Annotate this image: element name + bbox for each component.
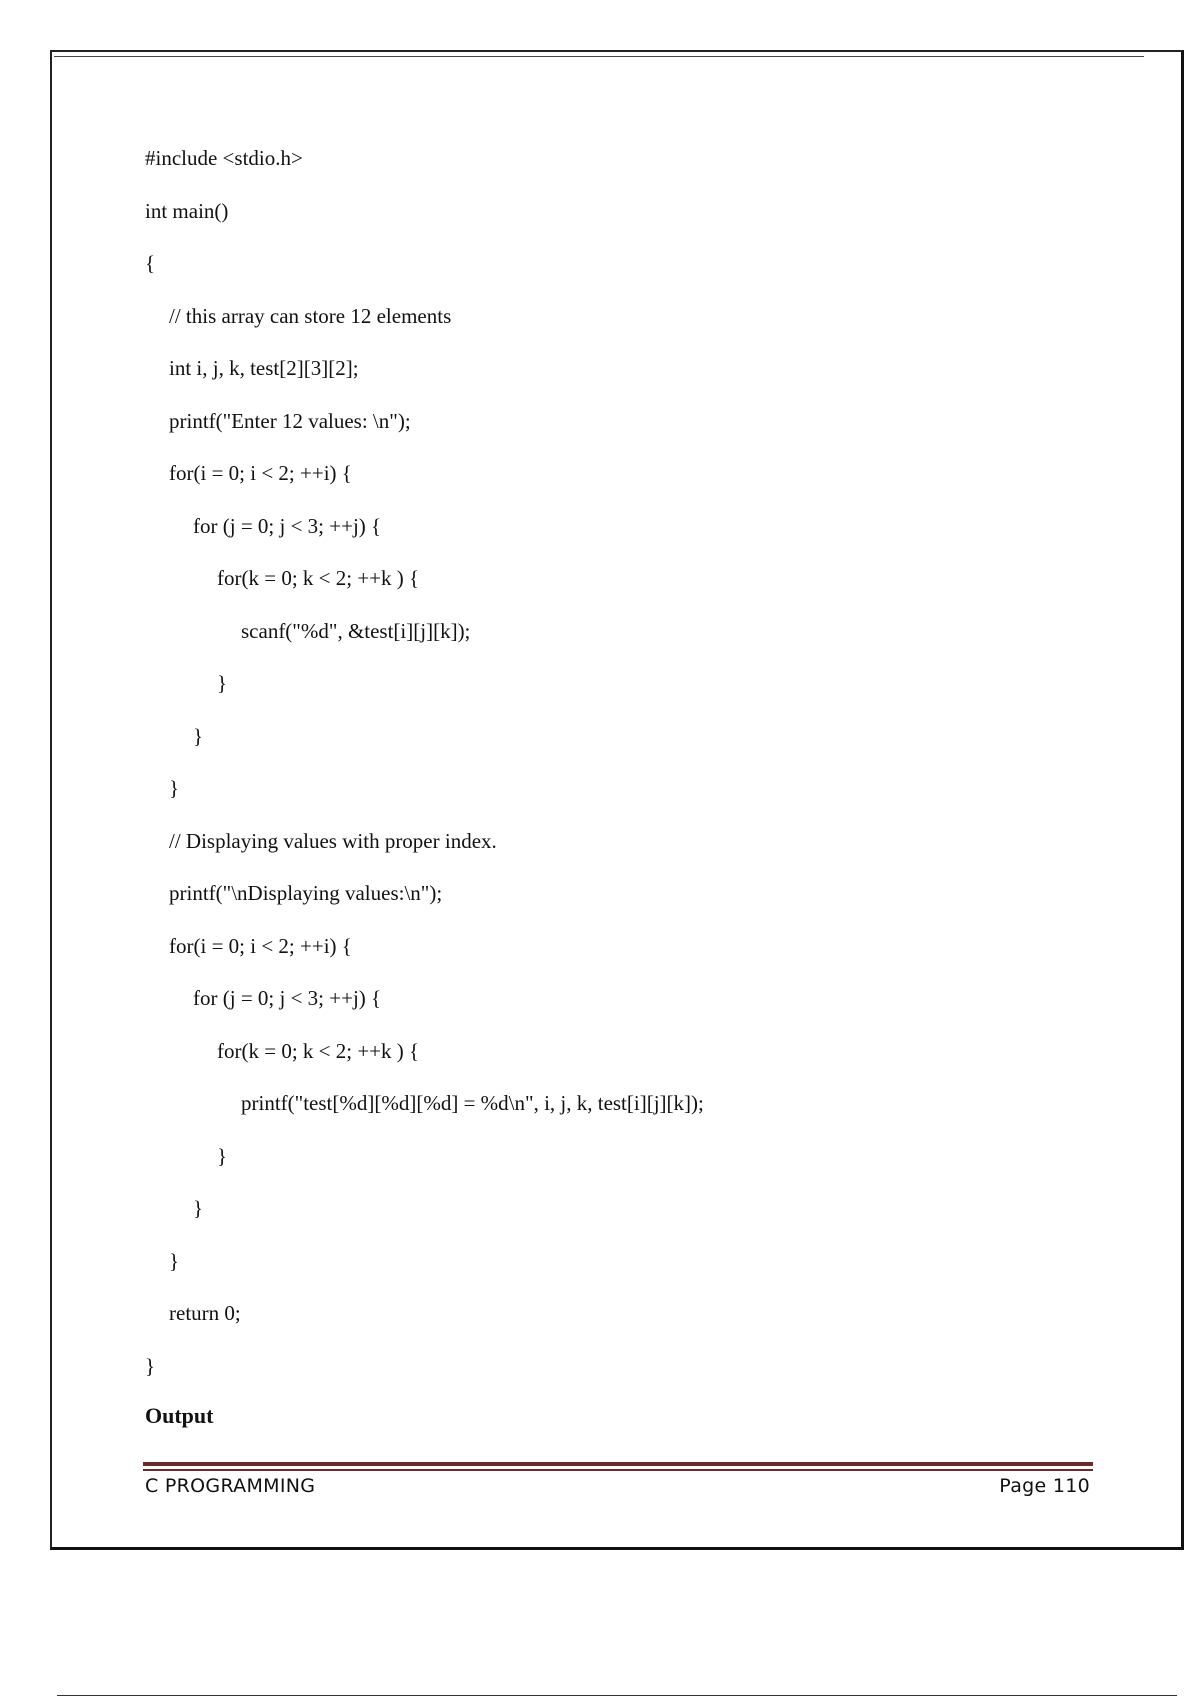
code-line: }	[193, 1196, 204, 1220]
code-line: #include <stdio.h>	[145, 146, 303, 170]
code-line: printf("test[%d][%d][%d] = %d\n", i, j, k, test[i][j][k]);	[241, 1091, 704, 1115]
code-line: int main()	[145, 198, 229, 223]
code-line: for(i = 0; i < 2; ++i) {	[169, 933, 352, 958]
code-line: }	[169, 1248, 180, 1273]
code-line: printf("\nDisplaying values:\n");	[169, 881, 443, 905]
code-line: }	[145, 1353, 156, 1378]
code-line: return 0;	[169, 1301, 241, 1325]
code-line: {	[145, 251, 156, 275]
top-divider	[54, 56, 1144, 57]
footer-rule	[143, 1462, 1093, 1471]
page-number: Page 110	[999, 1475, 1090, 1497]
code-listing	[145, 140, 1095, 1400]
footer-title: C PROGRAMMING	[145, 1475, 316, 1497]
code-line: for(k = 0; k < 2; ++k ) {	[217, 566, 420, 590]
code-line: for(i = 0; i < 2; ++i) {	[169, 461, 352, 485]
code-line: }	[193, 723, 204, 748]
code-line: printf("Enter 12 values: \n");	[169, 408, 411, 433]
code-line: // this array can store 12 elements	[169, 303, 452, 328]
code-line: int i, j, k, test[2][3][2];	[169, 356, 359, 380]
code-line: scanf("%d", &test[i][j][k]);	[241, 618, 471, 643]
code-line: }	[217, 1143, 228, 1168]
code-line: // Displaying values with proper index.	[169, 828, 497, 853]
code-line: }	[217, 671, 228, 695]
next-page-top-rule	[57, 1695, 1177, 1696]
output-heading: Output	[145, 1403, 214, 1428]
code-line: for (j = 0; j < 3; ++j) {	[193, 986, 382, 1010]
code-line: for (j = 0; j < 3; ++j) {	[193, 513, 382, 538]
code-line: for(k = 0; k < 2; ++k ) {	[217, 1038, 420, 1063]
code-line: }	[169, 776, 180, 800]
